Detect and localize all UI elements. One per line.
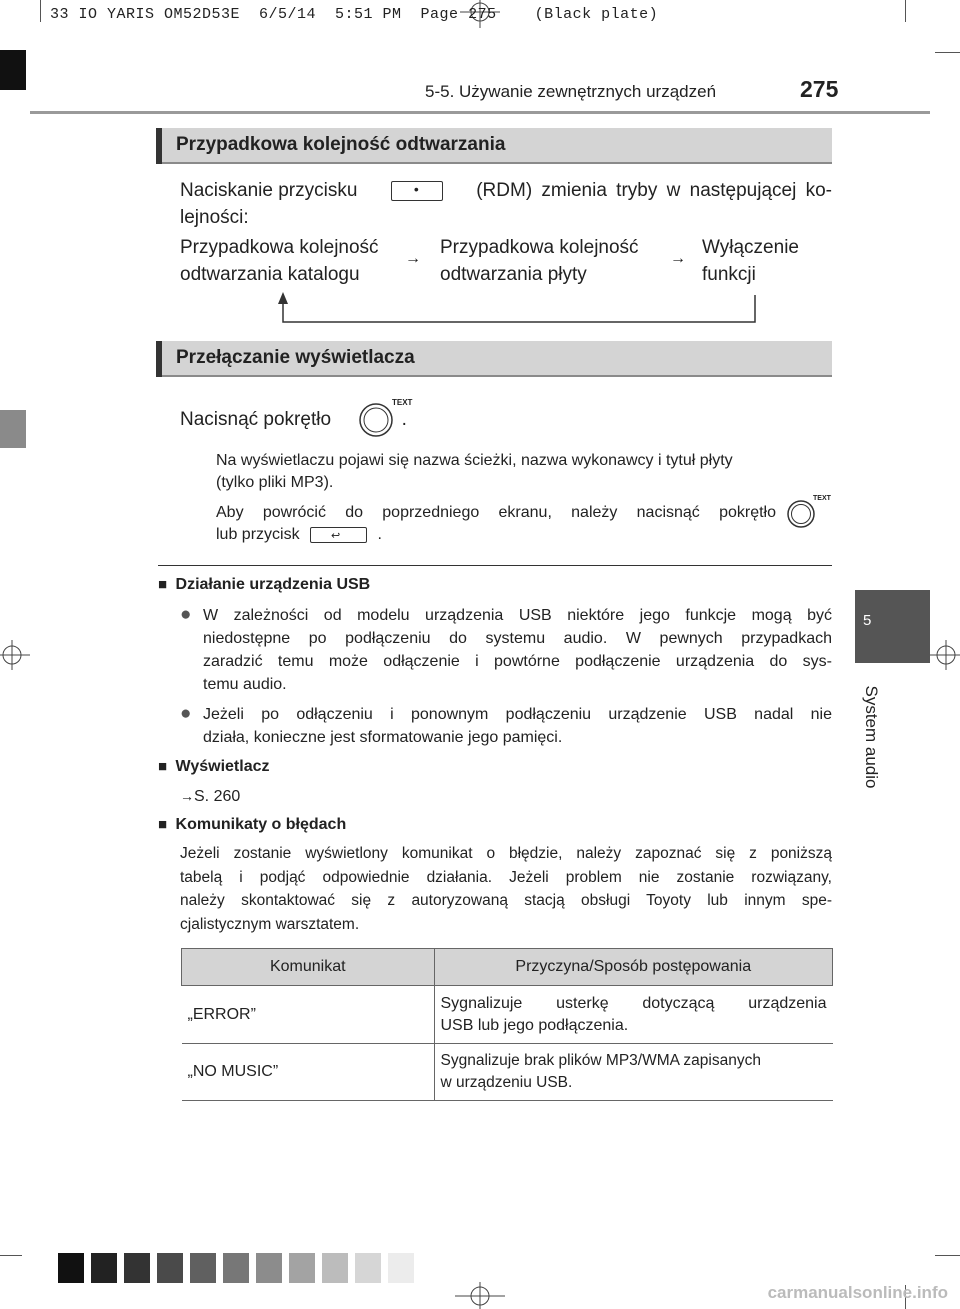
heading-text: Działanie urządzenia USB xyxy=(175,576,371,593)
cell-line: Sygnalizuje usterkę dotyczącą urządzenia xyxy=(440,994,827,1012)
color-swatch xyxy=(190,1253,216,1283)
table-header-row xyxy=(182,949,833,986)
chapter-label-wrap xyxy=(858,672,884,802)
cell-line: Sygnalizuje brak plików MP3/WMA zapisanych xyxy=(440,1052,761,1069)
flow-line: Wyłączenie xyxy=(702,237,799,258)
usb-bullet-2 xyxy=(203,703,832,749)
random-intro xyxy=(180,177,832,231)
registration-mark-icon xyxy=(0,635,30,675)
print-slug: 33 IO YARIS OM52D53E 6/5/14 5:51 PM Page 275 (Black plate) xyxy=(50,6,659,23)
note-line: Na wyświetlaczu pojawi się nazwa ścieżki, nazwa wykonawcy i tytuł płyty xyxy=(216,452,733,469)
flow-line: odtwarzania płyty xyxy=(440,264,587,285)
intro-line: cjalistycznym warsztatem. xyxy=(180,915,360,933)
color-swatch xyxy=(223,1253,249,1283)
table-row xyxy=(182,986,833,1044)
intro-line: tabelą i podjąć odpowiednie działania. Jeżeli problem nie zostanie rozwiązany, xyxy=(180,868,832,886)
svg-text:TEXT: TEXT xyxy=(813,495,831,502)
divider xyxy=(158,565,832,566)
color-swatch xyxy=(256,1253,282,1283)
cell-line: USB lub jego podłączenia. xyxy=(440,1016,629,1034)
circle-bullet-icon: ● xyxy=(180,703,192,724)
page-number: 275 xyxy=(800,76,839,102)
header-rule xyxy=(30,111,930,114)
color-swatch xyxy=(388,1253,414,1283)
bullet-line: W zależności od modelu urządzenia USB niektóre jego funkcje mogą być xyxy=(203,607,832,624)
square-bullet-icon: ■ xyxy=(158,576,168,593)
flow-line: Przypadkowa kolejność xyxy=(440,237,639,258)
square-bullet-icon: ■ xyxy=(158,816,168,833)
text-knob-icon xyxy=(785,492,835,532)
flow-step-3 xyxy=(702,234,799,288)
edge-marker xyxy=(0,410,26,448)
bullet-line: temu audio. xyxy=(203,676,287,693)
intro-text: Naciskanie przycisku xyxy=(180,180,358,201)
heading-text: Wyświetlacz xyxy=(175,758,270,775)
display-heading xyxy=(158,756,269,778)
rdm-dot: • xyxy=(413,180,419,197)
press-text: Nacisnąć pokrętło xyxy=(180,409,332,430)
reference-text: S. 260 xyxy=(194,788,241,805)
note-line: (tylko pliki MP3). xyxy=(216,474,334,491)
bullet-line: działa, konieczne jest sformatowanie jego pamięci. xyxy=(203,729,563,746)
back-button-icon xyxy=(310,527,367,543)
error-message-table xyxy=(181,948,833,1101)
errors-heading xyxy=(158,814,346,836)
color-swatch xyxy=(289,1253,315,1283)
chapter-tab xyxy=(855,590,930,663)
intro-text: (RDM) zmienia tryby w następującej ko- xyxy=(476,180,832,201)
bullet-line: zaradzić temu może odłączenie i powtórne podłączenie urządzenia do sys- xyxy=(203,653,832,670)
flow-line: funkcji xyxy=(702,264,756,285)
table-header: Komunikat xyxy=(182,949,435,986)
square-bullet-icon: ■ xyxy=(158,758,168,775)
arrow-right-icon: → xyxy=(180,788,194,804)
color-swatch xyxy=(322,1253,348,1283)
bullet-line: niedostępne po podłączeniu do systemu audio. W pewnych przypadkach xyxy=(203,630,832,647)
section-heading-display xyxy=(156,341,832,377)
bullet-line: Jeżeli po odłączeniu i ponownym podłączeniu urządzenie USB nadal nie xyxy=(203,706,832,723)
back-glyph: ↩ xyxy=(331,529,341,542)
registration-mark-icon xyxy=(455,1280,505,1309)
circle-bullet-icon: ● xyxy=(180,604,192,625)
flow-line: Przypadkowa kolejność xyxy=(180,237,379,258)
note-text: lub przycisk xyxy=(216,526,300,543)
section-header: 5-5. Używanie zewnętrznych urządzeń xyxy=(425,82,717,101)
color-swatch xyxy=(157,1253,183,1283)
loop-back-arrow-icon xyxy=(275,290,760,328)
rdm-button-icon xyxy=(391,181,443,201)
display-note-2 xyxy=(216,502,776,546)
usb-heading xyxy=(158,574,370,596)
table-cell-cause xyxy=(434,1044,833,1101)
color-swatch xyxy=(355,1253,381,1283)
note-line xyxy=(216,524,776,546)
table-cell-cause xyxy=(434,986,833,1044)
flow-step-1 xyxy=(180,234,379,288)
crop-mark xyxy=(935,52,960,53)
color-swatch xyxy=(124,1253,150,1283)
crop-mark xyxy=(0,1255,22,1256)
svg-text:TEXT: TEXT xyxy=(392,398,413,407)
note-text: . xyxy=(377,526,382,543)
intro-line: należy skontaktować się z autoryzowaną stacją obsługi Toyoty lub innym spe- xyxy=(180,892,832,909)
section-heading-text: Przełączanie wyświetlacza xyxy=(176,347,415,368)
registration-mark-icon xyxy=(930,635,960,675)
chapter-number: 5 xyxy=(863,612,872,629)
intro-text: lejności: xyxy=(180,207,249,228)
section-heading-text: Przypadkowa kolejność odtwarzania xyxy=(176,134,506,155)
press-text: . xyxy=(401,409,407,430)
table-cell-message: „ERROR” xyxy=(182,986,435,1044)
crop-mark xyxy=(40,0,41,22)
color-swatch xyxy=(58,1253,84,1283)
page-reference xyxy=(180,785,240,808)
footer-watermark: carmanualsonline.info xyxy=(767,1283,948,1302)
flow-line: odtwarzania katalogu xyxy=(180,264,360,285)
chapter-label: System audio xyxy=(862,685,881,789)
table-row xyxy=(182,1044,833,1101)
crop-mark xyxy=(905,0,906,22)
color-swatch xyxy=(91,1253,117,1283)
display-note-1 xyxy=(216,450,832,494)
intro-line: Jeżeli zostanie wyświetlony komunikat o błędzie, należy zapoznać się z poniższą xyxy=(180,845,832,862)
crop-mark xyxy=(935,1255,960,1256)
errors-intro xyxy=(180,842,832,936)
text-knob-icon xyxy=(358,396,416,444)
heading-text: Komunikaty o błędach xyxy=(175,816,347,833)
flow-step-2 xyxy=(440,234,639,288)
table-cell-message: „NO MUSIC” xyxy=(182,1044,435,1101)
arrow-right-icon: → xyxy=(405,250,421,267)
table-header: Przyczyna/Sposób postępowania xyxy=(434,949,833,986)
cell-line: w urządzeniu USB. xyxy=(440,1074,573,1091)
arrow-right-icon: → xyxy=(670,250,686,267)
section-heading-random xyxy=(156,128,832,164)
corner-block xyxy=(0,50,26,90)
note-line: Aby powrócić do poprzedniego ekranu, należy nacisnąć pokrętło xyxy=(216,504,776,521)
usb-bullet-1 xyxy=(203,604,832,696)
